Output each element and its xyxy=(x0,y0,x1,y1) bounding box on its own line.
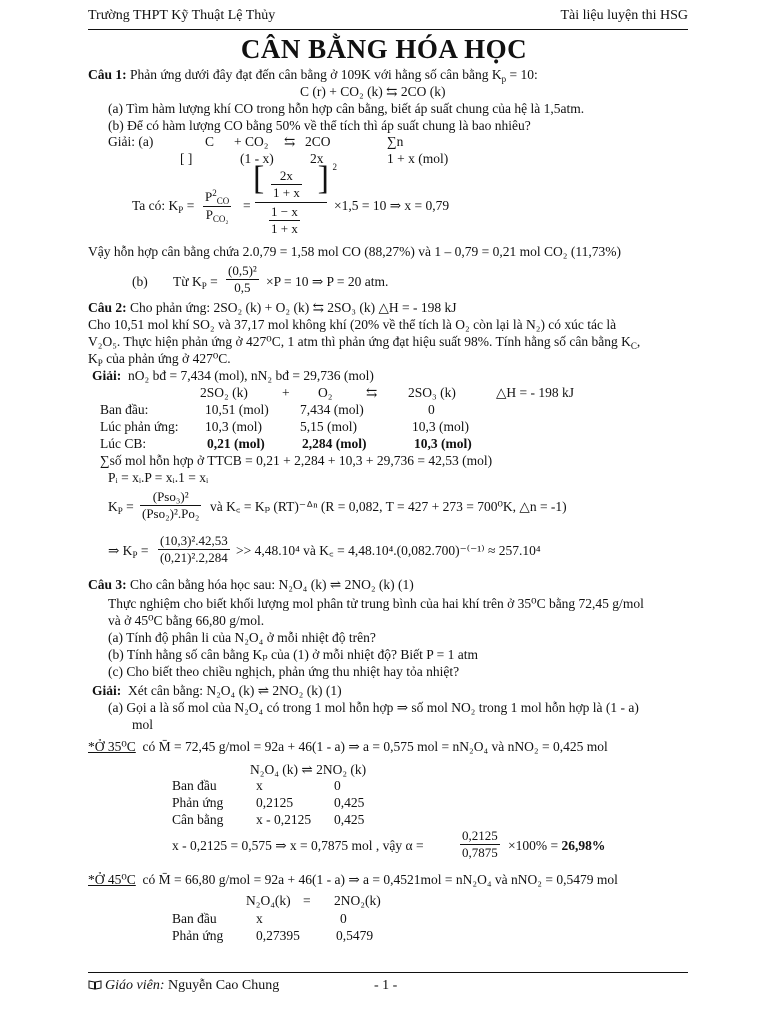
q1-conc-sum: 1 + x (mol) xyxy=(387,151,449,166)
table-row-label: Phản ứng xyxy=(172,928,224,943)
q1-b-from: Từ $K_P$ = xyxy=(173,274,218,291)
q3-alpha-result: ×100% = 26,98% xyxy=(508,838,606,853)
table-row-label: Ban đầu: xyxy=(100,402,149,417)
school-name: Trường THPT Kỹ Thuật Lệ Thủy xyxy=(88,8,276,23)
q3-alpha-fraction: $\frac{0,2125}{0,7875}$ xyxy=(462,828,498,860)
q1-kp-result: ×1,5 = 10 ⇒ x = 0,79 xyxy=(334,198,450,213)
header-divider xyxy=(88,29,688,30)
q1-eq-sum: ∑n xyxy=(387,134,404,149)
table-cell: 10,3 (mol) xyxy=(414,436,472,451)
q2-partial-pressure: Pᵢ = xᵢ.P = xᵢ.1 = xᵢ xyxy=(108,470,209,485)
q1-eq-arrow: ⇆ xyxy=(284,134,296,149)
q3-para-2: và ở 45⁰C bằng 66,80 g/mol. xyxy=(108,613,265,628)
q1-conc-co2: (1 - x) xyxy=(240,151,274,166)
document-page: Trường THPT Kỹ Thuật Lệ Thủy Tài liệu luyện thi HSG CÂN BẰNG HÓA HỌC Câu 1: Phản ứng dưới đây đạt đến cân bằng ở 109K với hằng số cân bằng $K_p = 10$: C (r) + CO₂ (k) ⇆ 2CO (k) (a) Tìm hàm lượng khí CO trong hỗn hợp cân bằng, biết áp suất chung của hệ là 1,5atm. (b) Để có hàm lượng CO bằng 50% về thể tích thì áp suất chung là bao nhiêu? Giải: (a) C + CO₂ ⇆ 2CO ∑n [ ] (1 - x) 2x 1 + x (mol) Ta có: $K_P$ = $P^2_{CO}$ $P_{CO_2}$ = [ ] 2 $\frac{2x}{1 + x}$ $\frac{1 - x}{1 + x}$ ×1,5 = 10 ⇒ x = 0,79 Vậy hỗn hợp cân bằng chứa 2.0,79 = 1,58 mol CO (88,27%) và 1 – 0,79 = 0,21 mol CO₂ (11,73%) (b) Từ $K_P$ = $\frac{\text{(0,5)²}}{0,5}$ ×P = 10 ⇒ P = 20 atm. Câu 2: Cho phản ứng: 2SO₂ (k) + O₂ (k) ⇆ 2SO₃ (k) △H = - 198 kJ Cho 10,51 mol khí SO₂ và 37,17 mol không khí (20% về thể tích là O₂ còn lại là N₂) có xúc tác là V₂O₅. Thực hiện phản ứng ở 427⁰C, 1 atm thì phản ứng đạt hiệu suất 98%. Tính hằng số cân bằng $K_C$, $K_P$ của phản ứng ở 427⁰C. Giải: nO₂ bđ = 7,434 (mol), nN₂ bđ = 29,736 (mol) 2SO₂ (k) + O₂ ⇆ 2SO₃ (k) △H = - 198 kJ Ban đầu: 10,51 (mol) 7,434 (mol) 0 Lúc phản ứng: 10,3 (mol) 5,15 (mol) 10,3 (mol) Lúc CB: 0,21 (mol) 2,284 (mol) 10,3 (mol) ∑số mol hỗn hợp ở TTCB = 0,21 + 2,284 + 10,3 + 29,736 = 42,53 (mol) Pᵢ = xᵢ.P = xᵢ.1 = xᵢ $K_P$ = (Pso₃)² (Pso₂)².Po₂ và K꜀ = Kₚ (RT)⁻ᐞⁿ (R = 0,082, T = 427 + 273 = 700⁰K, △n = -1) ⇒ $K_P$ = $\frac{\text{(10,3)².42,53}}{\text{(0,21)².2,284}}$ >> 4,48.10⁴ và K꜀ = 4,48.10⁴.(0,082.700)⁻⁽⁻¹⁾ ≈ 257.10⁴ Câu 3: Cho cân bằng hóa học sau: N₂O₄ (k) ⇌ 2NO₂ (k) (1) Thực nghiệm cho biết khối lượng mol phân tử trung bình của hai khí trên ở 35⁰C bằng 72,45 g/mol và ở 45⁰C bằng 66,80 g/mol. (a) Tính độ phân li của N₂O₄ ở mỗi nhiệt độ trên? (b) Tính hằng số cân bằng Kₚ của (1) ở mỗi nhiệt độ? Biết P = 1 atm (c) Cho biết theo chiều nghịch, phản ứng thu nhiệt hay tỏa nhiệt? Giải: Xét cân bằng: N₂O₄ (k) ⇌ 2NO₂ (k) (1) (a) Gọi a là số mol của N₂O₄ có trong 1 mol hỗn hợp ⇒ số mol NO₂ trong 1 mol hỗn hợp là (1 - a) mol *Ở 35⁰C có M̄ = 72,45 g/mol = 92a + 46(1 - a) ⇒ a = 0,575 mol = nN₂O₄ và nNO₂ = 0,425 mol N₂O₄ (k) ⇌ 2NO₂ (k) Ban đầu x 0 Phản ứng 0,2125 0,425 Cân bằng x - 0,2125 0,425 x - 0,2125 = 0,575 ⇒ x = 0,7875 mol , vậy α = $\frac{0,2125}{0,7875}$ ×100% = 26,98% *Ở 45⁰C có M̄ = 66,80 g/mol = 92a + 46(1 - a) ⇒ a = 0,4521mol = nN₂O₄ và nNO₂ = 0,5479 mol N₂O₄(k) = 2NO₂(k) Ban đầu x 0 Phản ứng 0,27395 0,5479 Giáo viên: Nguyễn Cao Chung - 1 - xyxy=(0,0,768,1024)
q3-part-c: (c) Cho biết theo chiều nghịch, phản ứng thu nhiệt hay tỏa nhiệt? xyxy=(108,664,460,679)
table-cell: 10,3 (mol) xyxy=(205,419,262,434)
q3-sol-a-line1: (a) Gọi a là số mol của N₂O₄ có trong 1 mol hỗn hợp ⇒ số mol NO₂ trong 1 mol hỗn hợp là (1 - a) xyxy=(108,700,639,715)
q3-45c-eq-n2o4: N₂O₄(k) xyxy=(246,893,291,908)
q1-eq-c: C xyxy=(205,134,215,149)
q3-35c-x-result: x - 0,2125 = 0,575 ⇒ x = 0,7875 mol , vậy α = xyxy=(172,838,424,853)
q2-solution: Giải: nO₂ bđ = 7,434 (mol), nN₂ bđ = 29,736 (mol) xyxy=(92,368,374,383)
q3-para-1: Thực nghiệm cho biết khối lượng mol phân tử trung bình của hai khí trên ở 35⁰C bằng 72,45 g/mol xyxy=(108,596,644,611)
q1-b-result: ×P = 10 ⇒ P = 20 atm. xyxy=(266,274,389,289)
q3-sol-a-line2: mol xyxy=(132,717,154,732)
table-row-label: Lúc phản ứng: xyxy=(100,419,179,434)
book-icon xyxy=(88,980,102,990)
table-row-label: Ban đầu xyxy=(172,778,217,793)
q2-kp-calc-label: ⇒ $K_P$ = xyxy=(108,543,149,560)
table-row-label: Lúc CB: xyxy=(100,436,147,451)
q3-35c-line: *Ở 35⁰C có M̄ = 72,45 g/mol = 92a + 46(1 - a) ⇒ a = 0,575 mol = nN₂O₄ và nNO₂ = 0,425 mol xyxy=(88,739,608,754)
table-cell: 0,21 (mol) xyxy=(207,436,265,451)
q2-hdr-dh: △H = - 198 kJ xyxy=(496,385,574,400)
table-cell: x - 0,2125 xyxy=(256,812,312,827)
q1-b-fraction: $\frac{\text{(0,5)²}}{0,5}$ xyxy=(228,263,257,295)
q1-part-b: (b) Để có hàm lượng CO bằng 50% về thể tích thì áp suất chung là bao nhiêu? xyxy=(108,118,531,133)
q2-kc-result: >> 4,48.10⁴ và K꜀ = 4,48.10⁴.(0,082.700)⁻⁽⁻¹⁾ ≈ 257.10⁴ xyxy=(236,543,541,558)
q2-kc-relation: và K꜀ = Kₚ (RT)⁻ᐞⁿ (R = 0,082, T = 427 + 273 = 700⁰K, △n = -1) xyxy=(210,499,567,514)
q2-hdr-o2: O₂ xyxy=(318,385,333,400)
q2-intro: Câu 2: Cho phản ứng: 2SO₂ (k) + O₂ (k) ⇆ 2SO₃ (k) △H = - 198 kJ xyxy=(88,300,457,315)
q3-45c-eq-sign: = xyxy=(303,893,311,908)
footer-divider xyxy=(88,972,688,973)
table-cell: 0,5479 xyxy=(336,928,374,943)
table-cell: 0,425 xyxy=(334,812,365,827)
table-row-label: Phản ứng xyxy=(172,795,224,810)
q1-part-b-label: (b) xyxy=(132,274,148,289)
q2-total-moles: ∑số mol hỗn hợp ở TTCB = 0,21 + 2,284 + 10,3 + 29,736 = 42,53 (mol) xyxy=(100,453,493,468)
q3-45c-eq-no2: 2NO₂(k) xyxy=(334,893,381,908)
q2-hdr-so3: 2SO₃ (k) xyxy=(408,385,456,400)
q2-kp-fraction: (Pso₃)² (Pso₂)².Po₂ xyxy=(142,489,200,521)
q1-mixture: Vậy hỗn hợp cân bằng chứa 2.0,79 = 1,58 mol CO (88,27%) và 1 – 0,79 = 0,21 mol CO₂ (11,73%) xyxy=(88,244,621,259)
table-row-label: Ban đầu xyxy=(172,911,217,926)
table-cell: 0 xyxy=(428,402,435,417)
q1-part-a: (a) Tìm hàm lượng khí CO trong hỗn hợp cân bằng, biết áp suất chung của hệ là 1,5atm. xyxy=(108,101,585,116)
q1-solution-label: Giải: (a) xyxy=(108,134,154,149)
q3-45c-line: *Ở 45⁰C có M̄ = 66,80 g/mol = 92a + 46(1 - a) ⇒ a = 0,4521mol = nN₂O₄ và nNO₂ = 0,5479 mol xyxy=(88,872,618,887)
table-cell: 0 xyxy=(340,911,347,926)
table-cell: 2,284 (mol) xyxy=(302,436,367,451)
q3-solution: Giải: Xét cân bằng: N₂O₄ (k) ⇌ 2NO₂ (k) (1) xyxy=(92,683,342,698)
page-header xyxy=(88,8,688,30)
table-cell: x xyxy=(256,911,263,926)
q3-part-a: (a) Tính độ phân li của N₂O₄ ở mỗi nhiệt độ trên? xyxy=(108,630,376,645)
page-title: CÂN BẰNG HÓA HỌC xyxy=(240,34,528,64)
q2-kp-label: $K_P$ = xyxy=(108,499,134,516)
teacher-credit: Giáo viên: Nguyễn Cao Chung xyxy=(88,978,279,994)
table-cell: x xyxy=(256,778,263,793)
q3-intro: Câu 3: Cho cân bằng hóa học sau: N₂O₄ (k) ⇌ 2NO₂ (k) (1) xyxy=(88,577,414,592)
q2-para-2: V₂O₅. Thực hiện phản ứng ở 427⁰C, 1 atm thì phản ứng đạt hiệu suất 98%. Tính hằng số cân bằng $K_C$, xyxy=(88,334,641,351)
table-cell: 7,434 (mol) xyxy=(300,402,364,417)
table-cell: 10,3 (mol) xyxy=(412,419,469,434)
q1-kp-pressure-fraction: $P^2_{CO}$ $P_{CO_2}$ xyxy=(205,188,230,224)
table-cell: 0,2125 xyxy=(256,795,294,810)
table-row-label: Cân bằng xyxy=(172,812,224,827)
q1-kp-taco: Ta có: $K_P$ = xyxy=(132,198,195,215)
table-cell: 0 xyxy=(334,778,341,793)
q1-eq-co2: + CO₂ xyxy=(234,134,269,149)
table-cell: 0,425 xyxy=(334,795,365,810)
q2-kp-calc-fraction: $\frac{\text{(10,3)².42,53}}{\text{(0,21)².2,284}}$ xyxy=(160,533,228,565)
table-cell: 0,27395 xyxy=(256,928,300,943)
q2-para-1: Cho 10,51 mol khí SO₂ và 37,17 mol không khí (20% về thể tích là O₂ còn lại là N₂) có xúc tác là xyxy=(88,317,617,332)
q1-conc-label: [ ] xyxy=(180,151,193,166)
q3-35c-equation: N₂O₄ (k) ⇌ 2NO₂ (k) xyxy=(250,762,367,777)
q1-conc-co: 2x xyxy=(310,151,324,166)
table-cell: 10,51 (mol) xyxy=(205,402,269,417)
q1-eq-2co: 2CO xyxy=(305,134,331,149)
q1-reaction: C (r) + CO₂ (k) ⇆ 2CO (k) xyxy=(300,84,446,99)
document-name: Tài liệu luyện thi HSG xyxy=(560,8,688,23)
q1-intro: Câu 1: Phản ứng dưới đây đạt đến cân bằng ở 109K với hằng số cân bằng $K_p = 10$: xyxy=(88,67,538,84)
q2-hdr-arrow: ⇆ xyxy=(366,385,378,400)
page-number: - 1 - xyxy=(374,978,398,993)
q2-para-3: $K_P$ của phản ứng ở 427⁰C. xyxy=(88,351,231,368)
q3-part-b: (b) Tính hằng số cân bằng Kₚ của (1) ở mỗi nhiệt độ? Biết P = 1 atm xyxy=(108,647,478,662)
q2-hdr-plus: + xyxy=(282,385,290,400)
q1-kp-compound-fraction: [ ] 2 $\frac{2x}{1 + x}$ $\frac{1 - x}{1 + x}$ xyxy=(253,160,337,236)
table-cell: 5,15 (mol) xyxy=(300,419,357,434)
q2-hdr-so2: 2SO₂ (k) xyxy=(200,385,248,400)
